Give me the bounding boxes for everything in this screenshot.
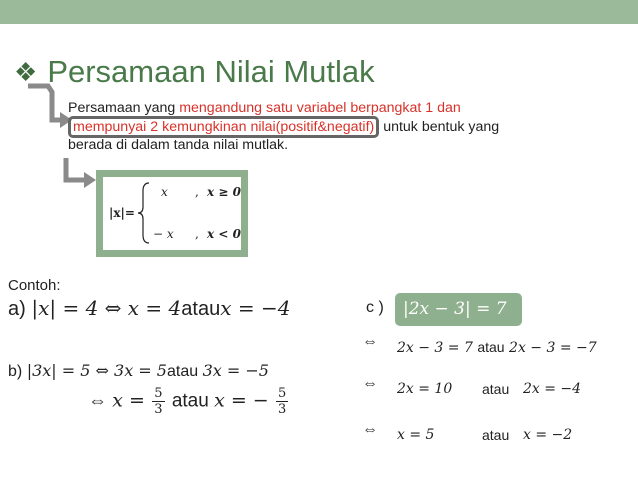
example-b-rhs: 3x = −5 <box>202 361 269 380</box>
fraction-2-den: 3 <box>278 402 287 417</box>
def-lhs: |x|= <box>109 206 135 220</box>
example-a <box>8 296 290 321</box>
definition-formula <box>103 177 241 250</box>
example-label: Contoh: <box>8 277 61 294</box>
example-a-atau: atau <box>181 298 221 320</box>
example-b-atau: atau <box>166 363 199 380</box>
fraction-1 <box>152 386 164 417</box>
example-b2-atau: atau <box>171 390 209 412</box>
row3-right: x = −2 <box>523 427 573 443</box>
part-c-equation-box <box>395 293 522 326</box>
example-a-label: a) <box>8 298 26 320</box>
row1-left: 2x − 3 = 7 <box>397 340 473 356</box>
desc-line3: berada di dalam tanda nilai mutlak. <box>68 137 289 153</box>
fraction-2 <box>276 386 288 417</box>
equiv-arrow-2: ⇔ <box>362 375 378 392</box>
desc-red: mengandung satu variabel berpangkat 1 dan <box>179 100 461 116</box>
part-c-equation: |2x − 3| = 7 <box>403 299 507 319</box>
fraction-1-num: 5 <box>154 386 163 401</box>
desc-pre: Persamaan yang <box>68 100 180 116</box>
diamond-bullet-icon: ❖ <box>14 57 38 87</box>
row2-atau: atau <box>482 381 510 397</box>
example-b <box>8 361 269 381</box>
arrow-title-to-desc <box>28 86 62 120</box>
case2-cond: x < 0 <box>207 227 241 241</box>
part-c-label: c ) <box>366 299 384 316</box>
example-b-lhs: |3x| = 5 ⇔ 3x = 5 <box>26 361 167 380</box>
row2-right: 2x = −4 <box>523 381 582 397</box>
definition-box <box>96 170 248 257</box>
fraction-2-num: 5 <box>278 386 287 401</box>
example-b2-arrow: ⇔ <box>88 390 107 412</box>
example-b2-x2: x = − <box>214 389 269 412</box>
arrow-head-2 <box>84 172 96 188</box>
row2-left: 2x = 10 <box>397 381 453 397</box>
arrow-desc-to-formula <box>66 158 86 180</box>
equiv-arrow-3: ⇔ <box>362 421 378 438</box>
example-b-label: b) <box>8 363 23 380</box>
case1-sep: , <box>195 185 199 199</box>
example-a-lhs: |x| = 4 ⇔ x = 4 <box>31 296 182 320</box>
row3-atau: atau <box>482 427 510 443</box>
example-b-result <box>88 386 290 417</box>
row3-left: x = 5 <box>397 427 435 443</box>
case2-sep: , <box>195 227 199 241</box>
case1-expr: x <box>161 185 168 199</box>
part-c-row-1 <box>397 339 597 356</box>
row1-right: 2x − 3 = −7 <box>509 340 597 356</box>
page-title: Persamaan Nilai Mutlak <box>47 54 375 89</box>
fraction-1-den: 3 <box>154 402 163 417</box>
example-a-rhs: x = −4 <box>220 296 291 320</box>
equiv-arrow-1: ⇔ <box>362 333 378 350</box>
left-brace-icon <box>137 181 151 245</box>
row1-atau: atau <box>477 339 505 355</box>
description <box>68 99 548 155</box>
case2-expr: − x <box>153 227 174 241</box>
example-b2-x: x = <box>112 389 145 412</box>
desc-highlight: mempunyai 2 kemungkinan nilai(positif&negatif) <box>68 116 379 138</box>
desc-post: untuk bentuk yang <box>379 118 500 135</box>
case1-cond: x ≥ 0 <box>207 185 241 199</box>
